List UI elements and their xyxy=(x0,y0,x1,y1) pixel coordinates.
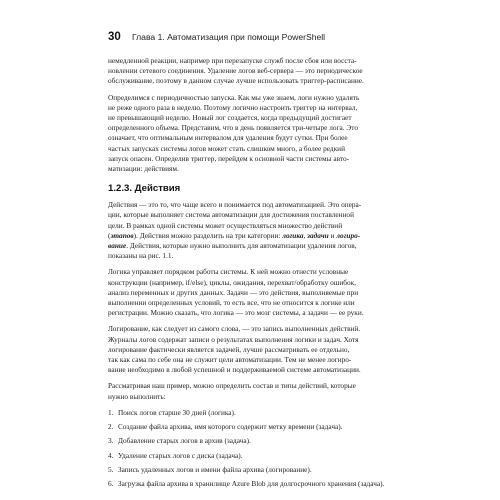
text-line: конструкции (например, if/else), циклы, ожидания, перехват/обработку ошибок, xyxy=(108,277,356,287)
emphasis-term: логиро- xyxy=(336,230,361,240)
list-item xyxy=(108,422,394,432)
text-line: не превышающий неделю. Новый лог создается, когда предыдущий достигает xyxy=(108,113,352,123)
steps-list xyxy=(108,408,394,489)
list-item-number: 2. xyxy=(108,422,114,432)
text-line: выполнении определенных условий, то есть все, что не относится к логике или xyxy=(108,298,355,308)
list-item-number: 3. xyxy=(108,436,114,446)
text-line: цели. В рамках одной системы может осуществляться множество действий xyxy=(108,220,343,230)
emphasis-term: логика xyxy=(282,230,304,240)
text-line: регистрации. Можно сказать, что логика — это мозг системы, а задачи — ее руки. xyxy=(108,308,364,318)
text-line xyxy=(108,241,394,251)
text-line: запуск опасен. Определив триггер, перейдем к основной части системы авто- xyxy=(108,153,350,163)
text-line: ции, которые выполняет система автоматизации для достижения поставленной xyxy=(108,210,354,220)
text-fragment: , xyxy=(303,230,308,240)
list-item-text: Загрузка файла архива в хранилище Azure Blob для долгосрочного хранения (задача). xyxy=(118,478,385,488)
list-item xyxy=(108,408,394,418)
text-fragment: и xyxy=(328,230,337,240)
emphasis-term: этапов xyxy=(110,230,134,240)
list-item-text: Удаление старых логов с диска (задача). xyxy=(118,450,243,460)
list-item-number: 6. xyxy=(108,478,114,488)
text-line: означает, что оптимальным интервалом для удаления будут сутки. При более xyxy=(108,133,348,143)
text-line: новлении сетевого соединения. Удаление логов веб-сервера — это периодическое xyxy=(108,66,363,76)
text-line: матизации: действиям. xyxy=(108,164,179,174)
list-item-number: 5. xyxy=(108,464,114,474)
list-item-text: Поиск логов старше 30 дней (логика). xyxy=(118,407,236,417)
text-fragment: . Действия, которые нужно выполнить для автоматизации удаления логов, xyxy=(126,241,357,251)
text-line: Действия — это то, что чаще всего и понимается под автоматизацией. Это опера- xyxy=(108,200,362,210)
chapter-title: Глава 1. Автоматизация при помощи PowerShell xyxy=(132,32,326,42)
text-fragment: ). Действия можно разделить на три категории: xyxy=(133,230,283,240)
text-line: Рассматривая наш пример, можно определить состав и типы действий, которые xyxy=(108,381,356,391)
paragraph-actions xyxy=(108,200,394,261)
text-line: вание необходимо в любой успешной и поддерживаемой системе автоматизации. xyxy=(108,365,361,375)
list-item-text: Добавление старых логов в архив (задача). xyxy=(118,436,251,446)
text-line: логирование фактически является задачей, лучше рассматривать ее отдельно, xyxy=(108,344,350,354)
paragraph-logic xyxy=(108,267,394,318)
emphasis-term: вание xyxy=(108,241,127,251)
text-line: немедленной реакции, например при перезапуске служб после сбоя или восста- xyxy=(108,56,357,65)
text-line: так как сама по себе она не служит цели автоматизации. Тем не менее логиро- xyxy=(108,355,352,365)
section-heading: 1.2.3. Действия xyxy=(108,183,181,195)
list-item-text: Создание файла архива, имя которого содержит метку времени (задача). xyxy=(118,422,343,432)
text-line: показаны на рис. 1.1. xyxy=(108,251,174,261)
text-line: Логика управляет порядком работы системы. К ней можно отнести условные xyxy=(108,267,349,277)
page-number: 30 xyxy=(108,31,121,43)
text-line: Определимся с периодичностью запуска. Как мы уже знаем, логи нужно удалять xyxy=(108,92,360,102)
text-fragment: ( xyxy=(108,230,111,240)
text-line: определенного объема. Представим, что в день появляется три-четыре лога. Это xyxy=(108,123,358,133)
text-line: анализ переменных и других данных. Задачи — это действия, выполняемые при xyxy=(108,287,359,297)
emphasis-term: задачи xyxy=(307,230,329,240)
paragraph-trigger-intro xyxy=(108,56,394,87)
page-body xyxy=(108,56,394,493)
paragraph-logging xyxy=(108,324,394,375)
paragraph-example xyxy=(108,381,394,401)
paragraph-frequency xyxy=(108,93,394,175)
list-item xyxy=(108,436,394,446)
list-item-number: 1. xyxy=(108,407,114,417)
text-line: Журналы логов содержат записи о результатах выполнения логики и задач. Хотя xyxy=(108,334,359,344)
list-item-number: 4. xyxy=(108,450,114,460)
text-line: не реже одного раза в неделю. Поэтому логично настроить триггер на интервал, xyxy=(108,102,358,112)
list-item xyxy=(108,479,394,489)
text-line: нужно выполнить: xyxy=(108,391,166,401)
text-line: частых запусках системы логов может стать слишком много, а более редкий xyxy=(108,143,345,153)
list-item-text: Запись удаленных логов и имени файла архива (логирование). xyxy=(118,464,312,474)
text-line: обслуживание, поэтому в данном случае лучше использовать триггер-расписание. xyxy=(108,76,364,86)
text-line: Логирование, как следует из самого слова, — это запись выполненных действий. xyxy=(108,324,361,334)
list-item xyxy=(108,451,394,461)
text-line xyxy=(108,231,394,241)
running-head xyxy=(108,30,408,44)
list-item xyxy=(108,465,394,475)
